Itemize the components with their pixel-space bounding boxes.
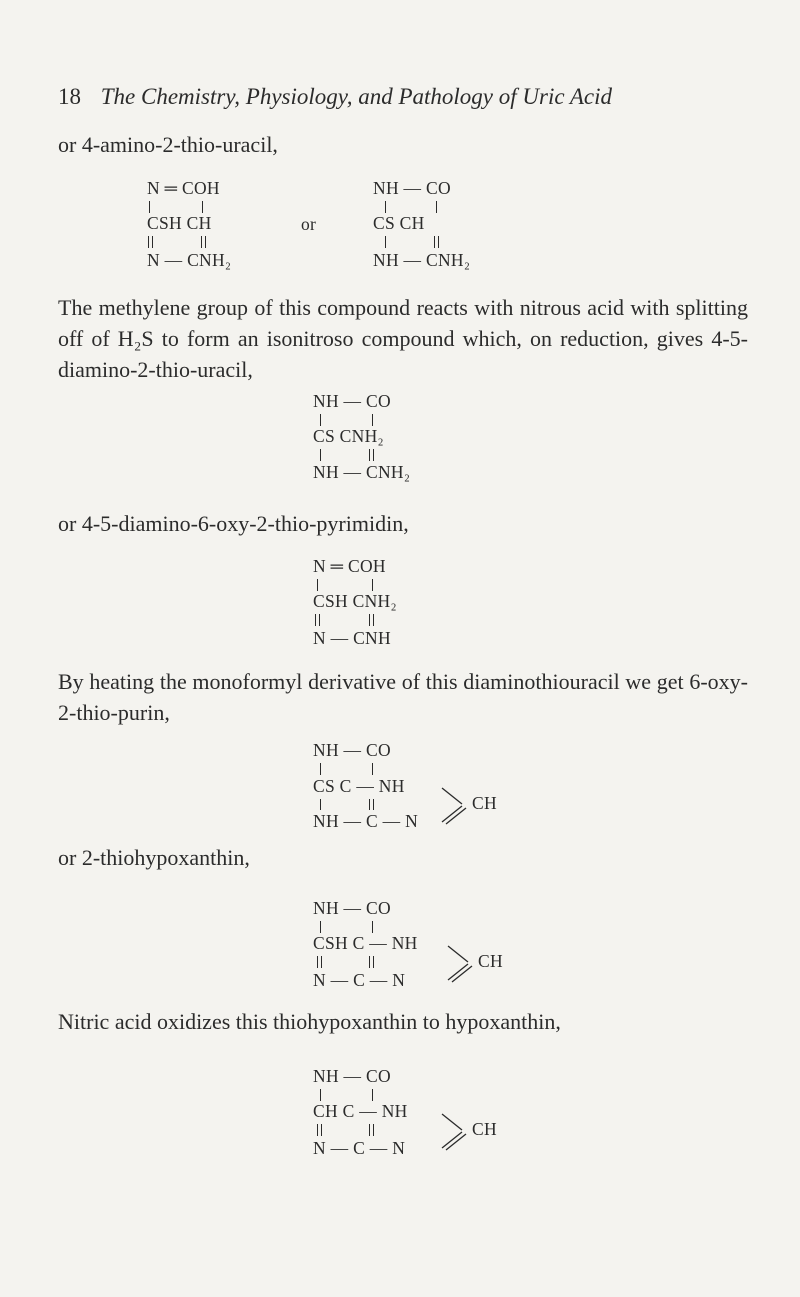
double-bond <box>434 236 440 248</box>
running-title: The Chemistry, Physiology, and Pathology of Uric Acid <box>100 84 613 109</box>
formula-row-top: N ═ COH <box>313 556 386 576</box>
double-bond <box>369 799 375 810</box>
single-bond <box>320 799 321 810</box>
formula-row-top: NH — CO <box>313 740 391 760</box>
double-bond <box>317 1124 323 1136</box>
double-bond <box>315 614 321 626</box>
page-number: 18 <box>58 84 81 109</box>
double-bond <box>369 956 375 968</box>
formula-row-mid: CSH C — NH <box>313 933 418 953</box>
formula-row-top: NH — CO <box>313 391 391 411</box>
paragraph-methylene: The methylene group of this compound reacts with nitrous acid with splitting off of H₂S to form an isonitroso compound which, on reduction, gives 4-5-diamino-2-thio-uracil, <box>58 295 748 382</box>
single-bond <box>320 449 321 461</box>
or-connector: or <box>301 214 317 234</box>
formula-row-bottom: NH — C — N <box>313 811 419 831</box>
bond-diagonal-upper <box>448 946 468 962</box>
double-bond <box>201 236 207 248</box>
bond-diagonal-upper <box>442 788 462 804</box>
formula-row-bottom: N — C — N <box>313 1138 406 1158</box>
single-bond <box>372 1089 373 1101</box>
single-bond <box>320 921 321 933</box>
paragraph-heating: By heating the monoformyl derivative of this diaminothiouracil we get 6-oxy-2-thio-purin, <box>58 669 748 725</box>
paragraph-thiohypoxanthin: or 2-thiohypoxanthin, <box>58 845 250 870</box>
formula-row-mid: CSH CH <box>147 213 212 233</box>
ring-ch: CH <box>472 1119 497 1139</box>
double-bond <box>148 236 154 248</box>
bond-diagonal-upper <box>442 1114 462 1130</box>
running-header <box>58 83 748 111</box>
formula-row-top: NH — CO <box>313 898 391 918</box>
single-bond <box>320 1089 321 1101</box>
ring-ch: CH <box>472 793 497 813</box>
double-bond <box>369 449 375 461</box>
formula-row-mid: CS C — NH <box>313 776 405 796</box>
single-bond <box>436 201 437 213</box>
single-bond <box>372 921 373 933</box>
double-bond <box>317 956 323 968</box>
bond-diagonals <box>440 1110 470 1154</box>
single-bond <box>202 201 203 213</box>
single-bond <box>372 763 373 775</box>
formula-row-mid: CH C — NH <box>313 1101 408 1121</box>
double-bond <box>369 1124 375 1136</box>
formula-row-top: N ═ COH <box>147 178 220 198</box>
single-bond <box>372 414 373 426</box>
formula-row-bottom: NH — CNH₂ <box>313 462 411 482</box>
single-bond <box>320 414 321 426</box>
formula-row-bottom: N — CNH₂ <box>147 250 232 270</box>
single-bond <box>372 579 373 591</box>
single-bond <box>385 201 386 213</box>
formula-row-bottom: N — C — N <box>313 970 406 990</box>
intro-line: or 4-amino-2-thio-uracil, <box>58 132 278 157</box>
ring-ch: CH <box>478 951 503 971</box>
formula-row-bottom: N — CNH <box>313 628 391 648</box>
bond-diagonals <box>440 784 470 828</box>
single-bond <box>320 763 321 775</box>
single-bond <box>149 201 150 213</box>
bond-diagonals <box>446 942 476 986</box>
paragraph-pyrimidin: or 4-5-diamino-6-oxy-2-thio-pyrimidin, <box>58 511 409 536</box>
formula-row-mid: CSH CNH₂ <box>313 591 397 611</box>
formula-row-top: NH — CO <box>313 1066 391 1086</box>
double-bond <box>369 614 375 626</box>
paragraph-nitric-acid: Nitric acid oxidizes this thiohypoxanthin to hypoxanthin, <box>58 1009 561 1034</box>
formula-row-mid: CS CNH₂ <box>313 426 384 446</box>
formula-row-mid: CS CH <box>373 213 425 233</box>
single-bond <box>317 579 318 591</box>
formula-row-top: NH — CO <box>373 178 451 198</box>
single-bond <box>385 236 386 248</box>
formula-row-bottom: NH — CNH₂ <box>373 250 471 270</box>
